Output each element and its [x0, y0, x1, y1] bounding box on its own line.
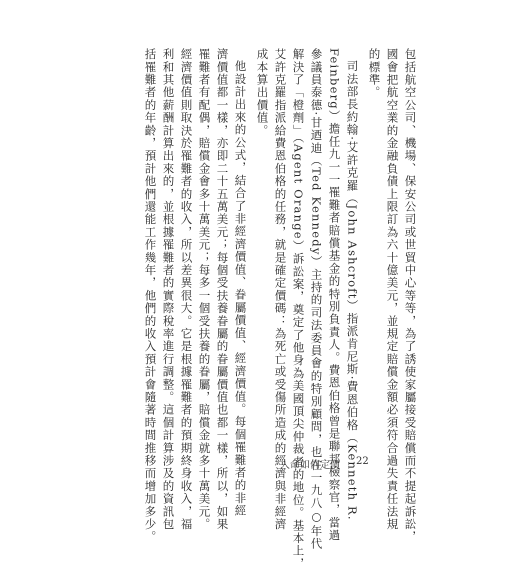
- text-column: 成本算出價值。: [255, 48, 270, 137]
- text-column: 參議員泰德·甘迺迪（Ted Kennedy）主持的司法委員會的特別顧問，也在一九八○年代: [309, 48, 324, 551]
- page-number: 22: [356, 456, 369, 467]
- text-column: 司法部長約翰·艾許克羅（John Ashcroft）指派肯尼斯·費恩伯格（Kenneth R.: [345, 60, 360, 521]
- text-column: 艾許克羅指派給費恩伯格的任務，就是確定價碼：為死亡或受傷所造成的經濟與非經濟: [273, 48, 288, 531]
- text-column: 國會把航空業的金融負債上限訂為六十億美元，並規定賠償金額必須符合過失責任法規: [385, 48, 400, 531]
- running-title: 人命如何定價: [280, 460, 340, 471]
- text-column: 包括航空公司、機場、保安公司或世貿中心等等，為了誘使家屬接受賠償而不提起訴訟，: [403, 48, 418, 544]
- text-column: 的標準。: [367, 48, 382, 99]
- text-column: 他設計出來的公式，結合了非經濟價值、眷屬價值、經濟價值。每個罹難者的非經: [233, 60, 248, 518]
- text-column: 罹難者有配偶，賠償金會多十萬美元；每多一個受扶養的眷屬，賠償金就多十萬美元。: [197, 48, 212, 531]
- text-column: 經濟價值則取決於罹難者的收入，所以差異很大。它是根據罹難者的預期終身收入，福: [179, 48, 194, 531]
- text-column: 濟價值都一樣，亦即二十五萬美元；每個受扶養眷屬的眷屬價值也都一樣，所以，如果: [215, 48, 230, 531]
- text-column: 解決了「橙劑」（Agent Orange）訴訟案，奠定了他身為美國頂尖仲裁者的地位。基本上，: [291, 48, 306, 570]
- text-column: 利和其他薪酬計算出來的，並根據罹難者的實際稅率進行調整。這個計算涉及的資訊包: [161, 48, 176, 531]
- text-column: Feinberg）擔任九一一罹難者賠償基金的特別負責人。費恩伯格曾是聯邦檢察官，當過: [327, 48, 342, 542]
- text-column: 括罹難者的年齡，預計他們還能工作幾年，他們的收入預計會隨著時間推移而增加多少。: [143, 48, 158, 544]
